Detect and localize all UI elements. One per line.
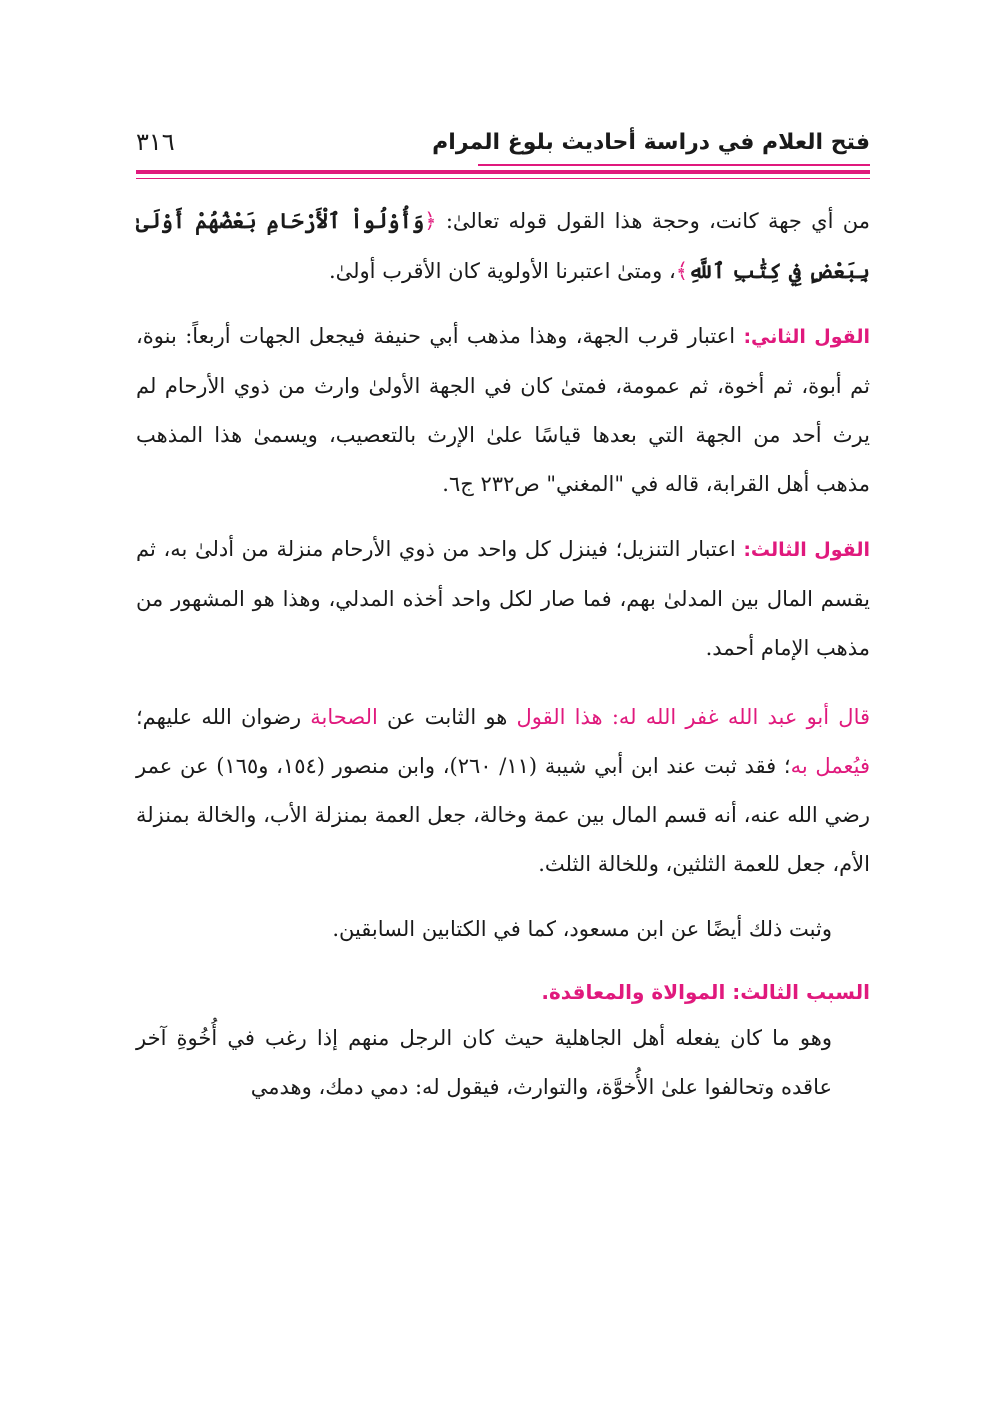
header-rule-thin	[136, 178, 870, 179]
title-underline	[478, 164, 870, 166]
practiced-term: فيُعمل به	[790, 754, 870, 778]
running-header	[136, 126, 870, 166]
paragraph-alliance: وهو ما كان يفعله أهل الجاهلية حيث كان الرجل منهم إذا رغب في أُخُوةِ آخر عاقده وتحالفوا علىٰ الأُخوَّة، والتوارث، فيقول له: دمي دمك، وهدمي	[136, 1026, 832, 1099]
page-number: ٣١٦	[136, 128, 175, 156]
section-heading: السبب الثالث: الموالاة والمعاقدة.	[541, 980, 870, 1004]
paragraph-text: من أي جهة كانت، وحجة هذا القول قوله تعالىٰ:	[436, 209, 870, 233]
author-phrase: قال أبو عبد الله غفر الله له:	[611, 705, 871, 729]
companions-term: الصحابة	[310, 705, 378, 729]
paragraph-text: اعتبار قرب الجهة، وهذا مذهب أبي حنيفة فيجعل الجهات أربعاً: بنوة، ثم أبوة، ثم أخوة، ثم عمومة، فمتىٰ كان في الجهة الأولىٰ وارث من ذوي الأرحام لم يرث أحد من الجهة التي بعدها قياسًا علىٰ الإرث بالتعصيب، ويسمىٰ هذا المذهب مذهب أهل القرابة، قاله في "المغني" ص٢٣٢ ج٦.	[136, 324, 870, 496]
verse-open-bracket: ﴿	[424, 209, 437, 233]
page-body	[136, 196, 870, 1112]
header-rule-thick	[136, 170, 870, 174]
paragraph-text: هو الثابت عن	[377, 705, 517, 729]
paragraph-ibn-masud: وثبت ذلك أيضًا عن ابن مسعود، كما في الكتابين السابقين.	[332, 917, 832, 941]
paragraph-second-opinion	[136, 312, 870, 509]
preferred-opinion: هذا القول	[516, 705, 603, 729]
paragraph-third-opinion	[136, 525, 870, 673]
verse-close-bracket: ﴾	[675, 259, 689, 283]
paragraph-text: ؛ فقد ثبت عند ابن أبي شيبة (١١/ ٢٦٠)، وابن منصور (١٥٤، و١٦٥) عن عمر رضي الله عنه، أنه قسم المال بين عمة وخالة، جعل العمة بمنزلة الأب، والخالة بمنزلة الأم، جعل للعمة الثلثين، وللخالة الثلث.	[136, 754, 870, 876]
book-title: فتح العلام في دراسة أحاديث بلوغ المرام	[432, 130, 870, 155]
third-opinion-label: القول الثالث:	[743, 539, 870, 561]
paragraph-text: اعتبار التنزيل؛ فينزل كل واحد من ذوي الأرحام منزلة من أدلىٰ به، ثم يقسم المال بين المدلىٰ بهم، فما صار لكل واحد أخذه المدلي، وهذا هو المشهور من مذهب الإمام أحمد.	[136, 537, 870, 660]
second-opinion-label: القول الثاني:	[743, 326, 870, 348]
paragraph-verse	[136, 196, 870, 296]
paragraph-author-opinion	[136, 693, 870, 889]
paragraph-text: ، ومتىٰ اعتبرنا الأولوية كان الأقرب أولىٰ.	[328, 259, 676, 283]
paragraph-text: رضوان الله عليهم؛	[136, 705, 311, 729]
quran-verse: وَأُوْلُواْ ٱلْأَرْحَامِ بَعْضُهُمْ أَوْلَىٰ بِبَعْضٍ فِي كِتَٰبِ ٱللَّهِ	[136, 208, 870, 283]
